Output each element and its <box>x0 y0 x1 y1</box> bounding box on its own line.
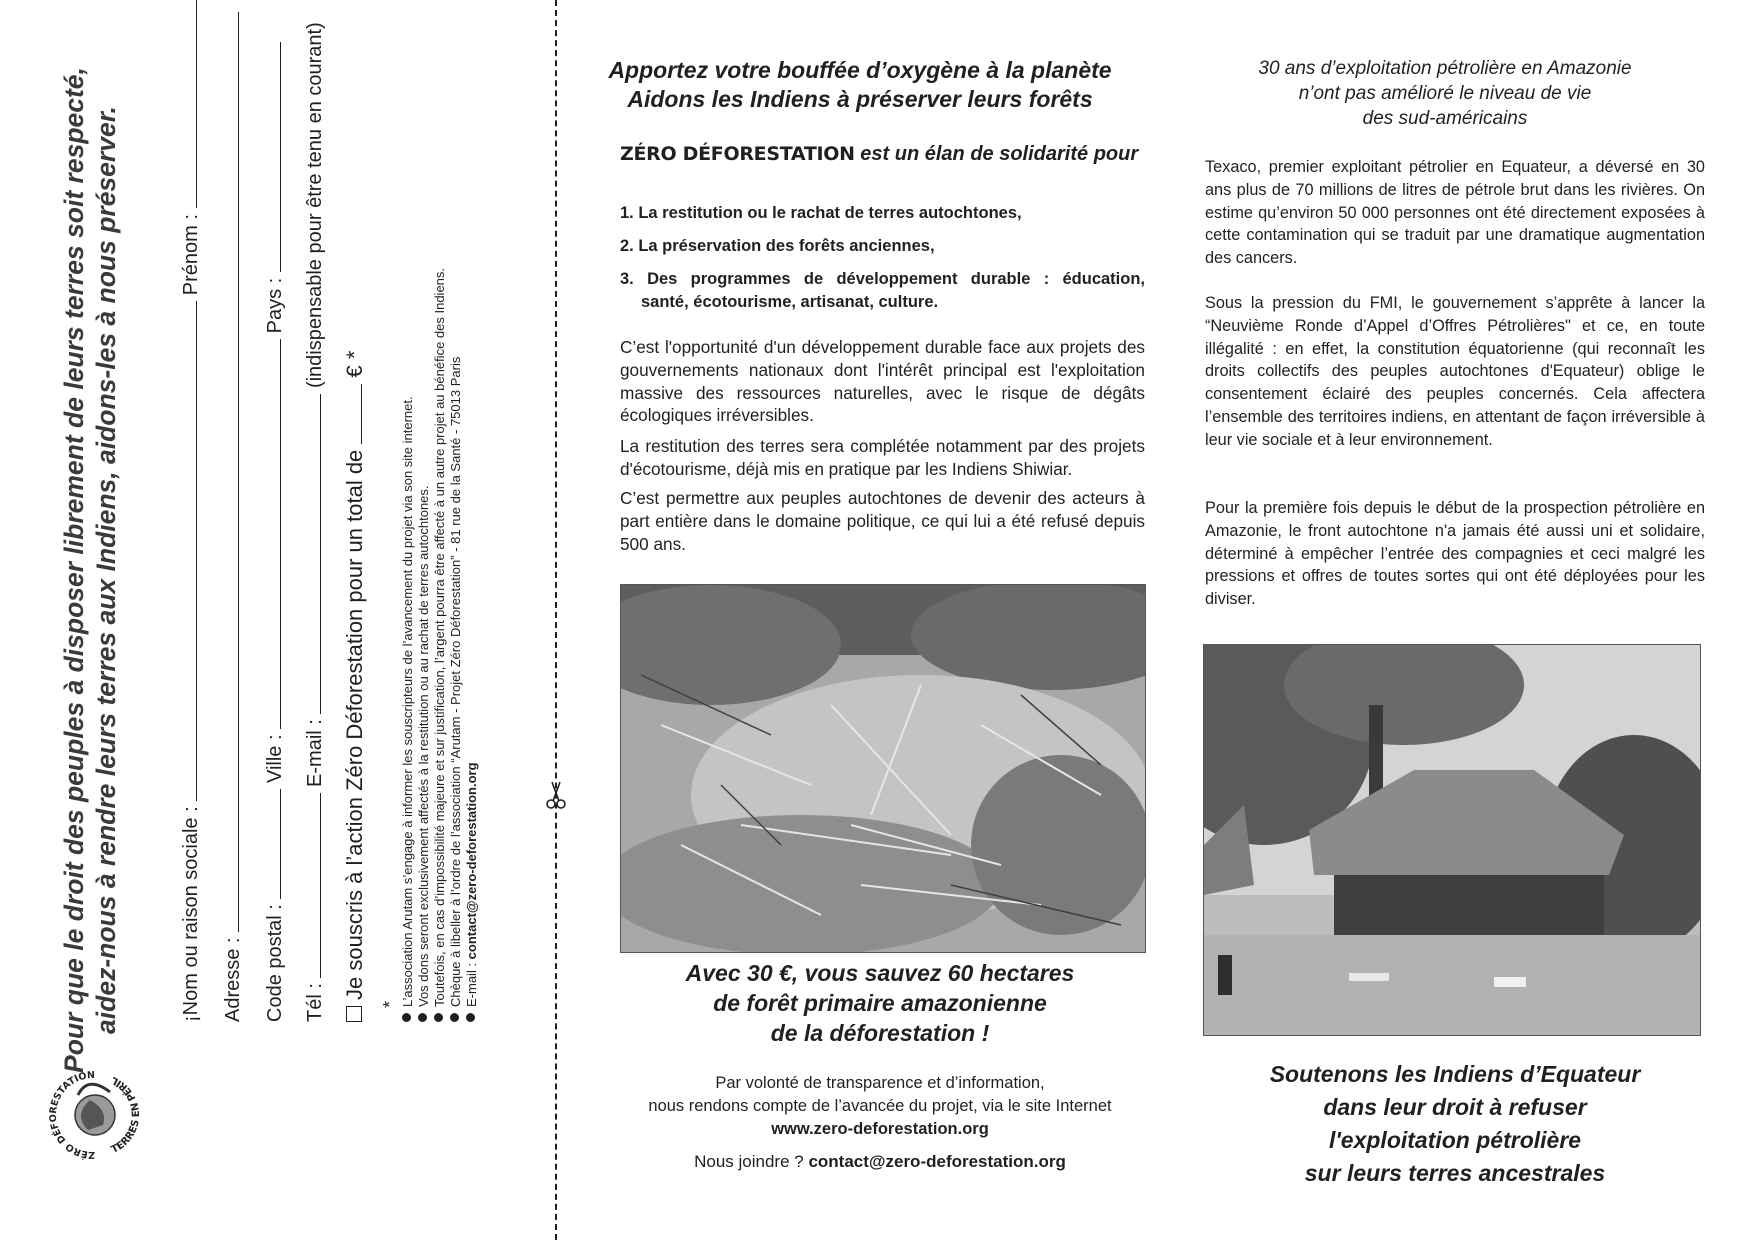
email-note: (indispensable pour être tenu en courant) <box>304 22 326 389</box>
name-row <box>178 0 203 1022</box>
right-para-3: Pour la première fois depuis le début de la prospection pétrolière en Amazonie, le front autochtone n'a jamais été aussi uni et solidaire, déterminé à empêcher l’entrée des compagnies et ceci malgré les pressions et offres de toutes sortes qui ont été déployées pour les diviser. <box>1205 499 1705 609</box>
pledge-currency: € * <box>342 350 367 378</box>
goal-item-3: 3. Des programmes de développement durable : éducation, <box>620 270 1145 288</box>
name-field[interactable] <box>178 301 197 801</box>
goals-list <box>620 202 1145 314</box>
goal-item-1: 1. La restitution ou le rachat de terres autochtones, <box>620 204 1022 222</box>
middle-para-2: La restitution des terres sera complétée notamment par des projets d'écotourisme, déjà mis en pratique par les Indiens Shiwiar. <box>620 436 1145 479</box>
offer-line1: Avec 30 €, vous sauvez 60 hectares <box>685 960 1075 986</box>
country-label: Pays : <box>264 277 286 334</box>
offer-line3: de la déforestation ! <box>770 1020 990 1046</box>
scissors-icon <box>545 780 567 810</box>
closing-text <box>1185 1058 1725 1190</box>
transparency-line2: nous rendons compte de l’avancée du projet, via le site Internet <box>648 1097 1112 1115</box>
website-link[interactable]: www.zero-deforestation.org <box>771 1120 989 1138</box>
contact-row <box>302 22 327 1022</box>
name-label: ¡Nom ou raison sociale : <box>180 806 202 1022</box>
bullet-icon <box>434 1013 443 1022</box>
offer-line2: de forêt primaire amazonienne <box>713 990 1047 1016</box>
postcode-label: Code postal : <box>264 904 286 1022</box>
pledge-amount-field[interactable] <box>343 384 362 444</box>
phone-field[interactable] <box>302 793 321 978</box>
transparency-line1: Par volonté de transparence et d’information, <box>715 1074 1045 1092</box>
fine-print-3: Toutefois, en cas d’impossibilité majeure et sur justification, l’argent pourra être affecté à un autre projet au bénéfice des Indiens. <box>432 268 447 1022</box>
middle-heading <box>600 56 1120 114</box>
postcode-field[interactable] <box>262 789 281 899</box>
contact-line <box>600 1152 1160 1172</box>
closing-line2: dans leur droit à refuser <box>1323 1094 1587 1120</box>
address-field[interactable] <box>220 12 239 932</box>
middle-para-3: C’est permettre aux peuples autochtones de devenir des acteurs à part entière dans le domaine politique, ce qui lui a été refusé depuis 500 ans. <box>620 488 1145 554</box>
coupon-rotated-content <box>0 0 555 1240</box>
middle-heading-line2: Aidons les Indiens à préserver leurs forêts <box>627 86 1093 112</box>
right-heading-line1: 30 ans d’exploitation pétrolière en Amazonie <box>1258 58 1632 79</box>
bullet-icon <box>402 1013 411 1022</box>
closing-line1: Soutenons les Indiens d’Equateur <box>1269 1061 1641 1087</box>
pledge-text: Je souscris à l’action Zéro Déforestation pour un total de <box>342 449 367 1000</box>
firstname-label: Prénom : <box>180 214 202 296</box>
right-heading-line2: n’ont pas amélioré le niveau de vie <box>1298 83 1592 104</box>
coupon-slogan-line2: aidez-nous à rendre leurs terres aux Indiens, aidons-les à nous préserver. <box>91 106 121 1034</box>
postcode-row <box>262 42 287 1022</box>
fine-print-5: E-mail : contact@zero-deforestation.org <box>464 762 479 1022</box>
city-label: Ville : <box>264 734 286 784</box>
address-label: Adresse : <box>222 937 244 1022</box>
right-para-1: Texaco, premier exploitant pétrolier en Equateur, a déversé en 30 ans plus de 70 millions de litres de pétrole brut dans les rivières. On estime qu’environ 50 000 personnes ont été directement exposées à cette contamination qui se traduit par une dramatique augmentation des cancers. <box>1205 158 1705 268</box>
fine-print-asterisk: * <box>380 1000 400 1008</box>
svg-text:ZÉRO DÉFORESTATION: ZÉRO DÉFORESTATION <box>47 1069 96 1161</box>
brand-line <box>620 143 1140 166</box>
donation-coupon <box>0 0 555 1240</box>
phone-label: Tél : <box>304 983 326 1022</box>
firstname-field[interactable] <box>178 0 197 209</box>
fine-print-2: Vos dons seront exclusivement affectés à la restitution ou au rachat de terres autochtones. <box>416 485 431 1022</box>
closing-line4: sur leurs terres ancestrales <box>1304 1160 1606 1186</box>
goal-item-2: 2. La préservation des forêts anciennes, <box>620 237 935 255</box>
address-row <box>220 12 245 1022</box>
transparency-text <box>600 1072 1160 1141</box>
middle-heading-line1: Apportez votre bouffée d’oxygène à la planète <box>608 57 1112 83</box>
right-para-2: Sous la pression du FMI, le gouvernement s’apprête à lancer la “Neuvième Ronde d’Appel d’Offres Pétrolières" et ce, en toute illégalité : en effet, la constitution équatorienne (qui reconnaît les droits collectifs des peuples autochtones d'Equateur) oblige le consentement éclairé des peuples concernés. Cela affectera l’ensemble des territoires indiens, en attentant de façon irréversible à leur vie sociale et à leur environnement. <box>1205 294 1705 449</box>
join-email-link[interactable]: contact@zero-deforestation.org <box>808 1152 1066 1171</box>
right-heading <box>1185 56 1705 131</box>
pledge-row <box>342 351 368 1022</box>
brand-tail: est un élan de solidarité pour <box>854 143 1139 165</box>
city-field[interactable] <box>262 339 281 729</box>
zero-deforestation-logo <box>38 1060 148 1170</box>
deforestation-photo <box>620 584 1146 953</box>
brand-name: ZÉRO DÉFORESTATION <box>620 143 855 165</box>
right-heading-line3: des sud-américains <box>1362 108 1528 129</box>
offer-text <box>600 958 1160 1048</box>
join-label: Nous joindre ? <box>694 1152 809 1171</box>
fine-print-1: L’association Arutam s’engage à informer les souscripteurs de l’avancement du projet via son site internet. <box>400 396 415 1022</box>
closing-line3: l'exploitation pétrolière <box>1328 1127 1582 1153</box>
logo-icon <box>38 1060 148 1170</box>
bullet-icon <box>450 1013 459 1022</box>
bullet-icon <box>418 1013 427 1022</box>
pledge-checkbox[interactable] <box>346 1006 362 1022</box>
middle-para-1: C’est l'opportunité d'un développement durable face aux projets des gouvernements nationaux dont l'intérêt principal est l'exploitation massive des ressources naturelles, avec le risque de dégâts écologiques irréversibles. <box>620 337 1145 426</box>
svg-text:TERRES EN PÉRIL: TERRES EN PÉRIL <box>109 1074 143 1156</box>
indian-village-photo <box>1203 644 1701 1036</box>
bullet-icon <box>466 1013 475 1022</box>
cut-line <box>555 0 557 1240</box>
email-label: E-mail : <box>304 719 326 787</box>
fine-print-4: Chèque à libeller à l’ordre de l’association “Arutam - Projet Zéro Déforestation” - 81 rue de la Santé - 75013 Paris <box>448 357 463 1022</box>
email-field[interactable] <box>302 394 321 714</box>
country-field[interactable] <box>262 42 281 272</box>
goal-item-3-cont: santé, écotourisme, artisanat, culture. <box>641 293 939 311</box>
coupon-slogan-line1: Pour que le droit des peuples à disposer librement de leurs terres soit respecté, <box>59 67 89 1073</box>
